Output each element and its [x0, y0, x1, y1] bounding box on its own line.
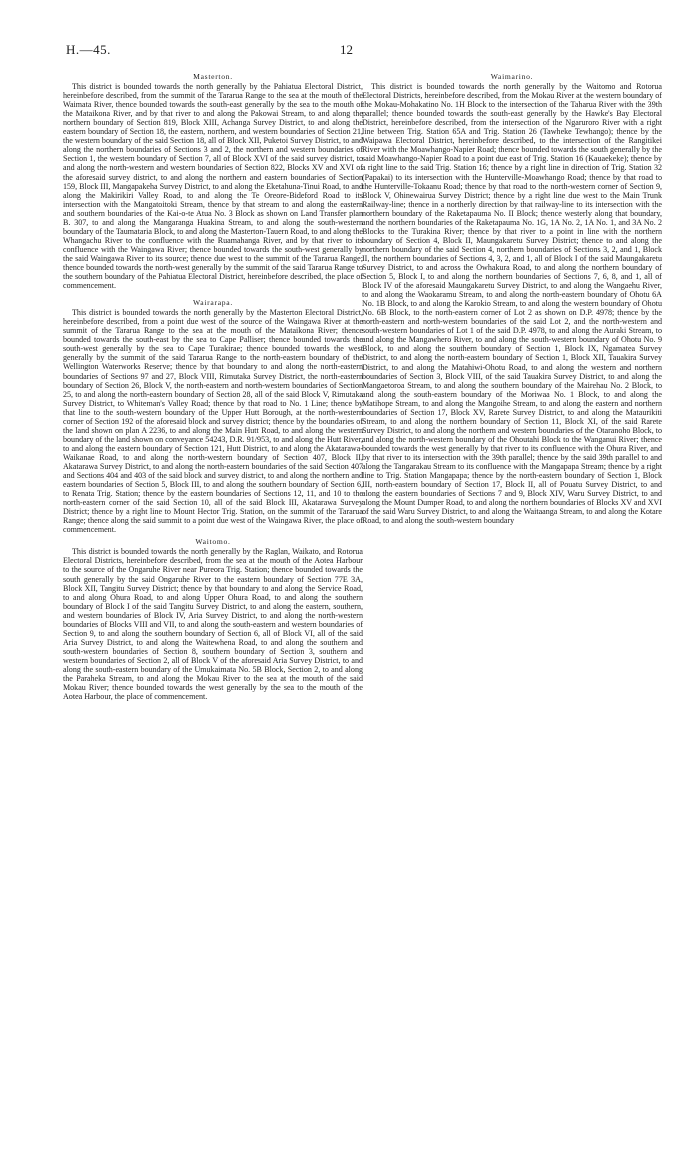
- section-heading: Masterton.: [193, 72, 233, 81]
- section-waimarino: [362, 72, 662, 525]
- section-body: This district is bounded towards the north generally by the Raglan, Waikato, and Rotorua Electoral Districts, hereinbefore described, from the sea at the mouth of the Aotea Harbour to the source of the Ongaruhe River near Pureora Trig. Station; thence bounded towards the south generally by the said Ongaruhe River to the eastern boundary of Section 77E 3A, Block XII, Tangitu Survey District; thence by that boundary to and along the Service Road, to and along Ohura Road, to and along Upper Ohura Road, to and along the southern boundary of Block I of the said Tangitu Survey District, to and along the eastern, southern, and western boundaries of Block IV, Aria Survey District, to and along the north-western boundaries of Blocks VIII and VII, to and along the south-eastern and western boundaries of Section 9, to and along the southern boundary of Section 6, all of Block VI, all of the said Aria Survey District, to and along the Waitewhena Road, to and along the southern and south-western boundaries of Section 8, southern boundary of Section 3, southern and western boundaries of Section 2, all of Block V of the aforesaid Aria Survey District, to and along the south-eastern boundary of the Umukaimata No. 5B Block, Section 2, to and along the Paraheka Stream, to and along the Mokau River to the sea at the mouth of the said Mokau River; thence bounded towards the west generally by the sea to the mouth of the Aotea Harbour, the place of commencement.: [63, 547, 363, 702]
- section-body: This district is bounded towards the north generally by the Masterton Electoral District, hereinbefore described, from a point due west of the source of the Waingawa River at the summit of the Tararua Range to the sea at the mouth of the Mataikona River; thence bounded towards the south-east by the sea to Cape Palliser; thence bounded towards the south-west generally by the sea to Cape Turakirae; thence bounded towards the west generally by the summit of the said Tararua Range to the north-eastern boundary of the Wellington Waterworks Reserve; thence by that boundary to and along the north-eastern boundaries of Sections 97 and 27, Block VIII, Rimutaka Survey District, the north-eastern boundary of Section 26, Block V, the north-eastern and north-western boundaries of Section 25, to and along the north-eastern boundary of Section 28, all of the said Block V, Rimutaka Survey District, to Whiteman's Valley Road; thence by that road to No. 1 Line; thence by that line to the south-western boundary of the Upper Hutt Borough, at the north-western corner of Section 192 of the aforesaid block and survey district; thence by the boundaries of the land shown on plan A 2236, to and along the Main Hutt Road, to and along the western boundary of the land shown on conveyance 54243, D.R. 91/953, to and along the Hutt River, to and along the eastern boundary of Section 121, Hutt District, to and along the Akatarawa-Waikanae Road, to and along the north-western boundary of Section 407, Block II, Akatarawa Survey District, to and along the north-eastern boundaries of the said Section 407 and Sections 404 and 403 of the said block and survey district, to and along the northern and eastern boundaries of Section 5, Block III, to and along the southern boundary of Section 6, to Renata Trig. Station; thence by the eastern boundaries of Sections 12, 11, and 10 to the north-eastern corner of the said Section 10, all of the said Block III, Akatarawa Survey District; thence by a right line to Mount Hector Trig. Station, on the summit of the Tararua Range; thence along the said summit to a point due west of the Waingawa River, the place of commencement.: [63, 308, 363, 535]
- section-heading: Waimarino.: [490, 72, 534, 81]
- section-masterton: [63, 72, 363, 290]
- page-header: [66, 42, 686, 58]
- left-column: [63, 72, 363, 701]
- document-reference: H.—45.: [66, 42, 111, 57]
- right-column: [362, 72, 662, 525]
- section-heading: Waitomo.: [195, 537, 231, 547]
- section-waitomo: [63, 537, 363, 701]
- page-number: 12: [340, 42, 353, 57]
- section-heading: Wairarapa.: [193, 298, 233, 308]
- section-body: This district is bounded towards the north generally by the Waitomo and Rotorua Electoral Districts, hereinbefore described, from the Mokau River at the western boundary of the Mokau-Mohakatino No. 1H Block to the intersection of the Taharua River with the 39th parallel; thence bounded towards the south-east generally by the Hawke's Bay Electoral District, hereinbefore described, from the intersection of the Ngaruroro River with a right line between Trig. Station 65A and Trig. Station 26 (Tawheke Tewhango); thence by the Waipawa Electoral District, hereinbefore described, to the intersection of the Rangitikei River with the Moawhango-Napier Road; thence bounded towards the south generally by the said Moawhango-Napier Road to a point due east of Trig. Station 16 (Kauaekeke); thence by a right line to the said Trig. Station 16; thence by a right line in direction of Trig. Station 32 (Papakai) to its intersection with the Hunterville-Moawhango Road; thence by that road to the Hunterville-Tokaanu Road; thence by that road to the north-western corner of Section 9, Block V, Ohinewairua Survey District; thence by a right line due west to the Main Trunk Railway-line; thence in a northerly direction by that railway-line to its intersection with the northern boundary of the Raketapauma No. II Block; thence westerly along that boundary, and the northern boundaries of the Raketapauma No. 1G, 1A No. 2, 1A No. 1, and 3A No. 2 Blocks to the Turakina River; thence by that river to a point in line with the northern boundary of Section 4, Block II, Maungakaretu Survey District; thence to and along the northern boundary of the said Section 4, northern boundaries of Sections 3, 2, and 1, Block II, the northern boundaries of Sections 4, 3, 2, and 1, all of Block I of the said Maungakaretu Survey District, to and across the Owhakura Road, to and along the northern boundary of Section 5, Block I, to and along the northern boundaries of Sections 7, 6, 8, and 1, all of Block IV of the aforesaid Maungakaretu Survey District, to and along the Wangaehu River, to and along the Waokaramu Stream, to and along the north-eastern boundary of Ohotu 6A No. 1B Block, to and along the Karokio Stream, to and along the western boundary of Ohotu No. 6B Block, to the north-eastern corner of Lot 2 as shown on D.P. 4978; thence by the north-eastern and north-western boundaries of the said Lot 2, and the north-western and south-western boundaries of Lot 1 of the said D.P. 4978, to and along the Auraki Stream, to and along the Mangawhero River, to and along the south-western boundary of Ohotu No. 9 Block, to and along the southern boundary of Section 1, Block IX, Ngamatea Survey District, to and along the north-eastern boundary of Section 1, Block XII, Tauakira Survey District, to and along the Matahiwi-Ohotu Road, to and along the western and northern boundaries of Section 3, Block VIII, of the said Tauakira Survey District, to and along the Mangaetoroa Stream, to and along the southern boundary of the Mairehau No. 2 Block, to and along the south-eastern boundary of the Moriwaa No. 1 Block, to and along the Matihope Stream, to and along the Mangoihe Stream, to and along the eastern and northern boundaries of Section 17, Block XV, Rarete Survey District, to and along the Mataurikiti Stream, to and along the northern boundary of Section 11, Block XI, of the said Rarete Survey District, to and along the northern and western boundaries of the Otaranoho Block, to and along the north-western boundary of the Ohoutahi Block to the Wanganui River; thence bounded towards the west generally by that river to its confluence with the Ohura River, and by that river to its intersection with the 39th parallel; thence by the said 39th parallel to and along the Tangarakau Stream to its confluence with the Mangapapa Stream; thence by a right line to Trig. Station Mangapapa; thence by the north-eastern boundary of Section 1, Block III, north-eastern boundary of Section 17, Block II, all of Pouatu Survey District, to and along the eastern boundaries of Sections 7 and 9, Block XIV, Waru Survey District, to and along the Mount Dumper Road, to and along the northern boundaries of Blocks XV and XVI of the said Waru Survey District, to and along the Waitaanga Stream, to and along the Kotare Road, to and along the south-western boundary: [362, 82, 662, 526]
- section-wairarapa: [63, 298, 363, 534]
- section-body: This district is bounded towards the north generally by the Pahiatua Electoral District, hereinbefore described, from the summit of the Tararua Range to the sea at the mouth of the Waimata River, thence bounded towards the south-east generally by the sea to the mouth of the Mataikona River, and by that river to and along the Pakowai Stream, to and along the northern boundary of Section 819, Block XIII, Achanga Survey District, to and along the eastern boundary of Section 18, the eastern, northern, and western boundaries of Section 21, the western boundary of the said Section 18, all of Block XII, Puketoi Survey District, to and along the northern boundaries of Sections 3 and 2, the northern and western boundaries of Section 1, the western boundary of Section 7, all of Block XVI of the said survey district, to and along the north-western and western boundaries of Section 822, Blocks XV and XVI of the aforesaid survey district, to and along the northern and eastern boundaries of Section 159, Block III, Mangapakeha Survey District, to and along the Eketahuna-Tinui Road, to and along the Makirikiri Valley Road, to and along the Te Oreore-Bideford Road to its intersection with the Mangatoitoki Stream, thence by that stream to and along the eastern and southern boundaries of the Kai-o-te Atua No. 3 Block as shown on Land Transfer plan B. 307, to and along the Mangaranga Huakina Stream, to and along the south-western boundary of the Taumataria Block, to and along the Masterton-Tauern Road, to and along the Whangachu River to the confluence with the Ruamahanga River, and by that river to its confluence with the Waingawa River; thence bounded towards the south-west generally by the said Waingawa River to its source; thence due west to the summit of the Tararua Range; thence bounded towards the north-west generally by the summit of the said Tararua Range to the southern boundary of the Pahiatua Electoral District, hereinbefore described, the place of commencement.: [63, 82, 363, 291]
